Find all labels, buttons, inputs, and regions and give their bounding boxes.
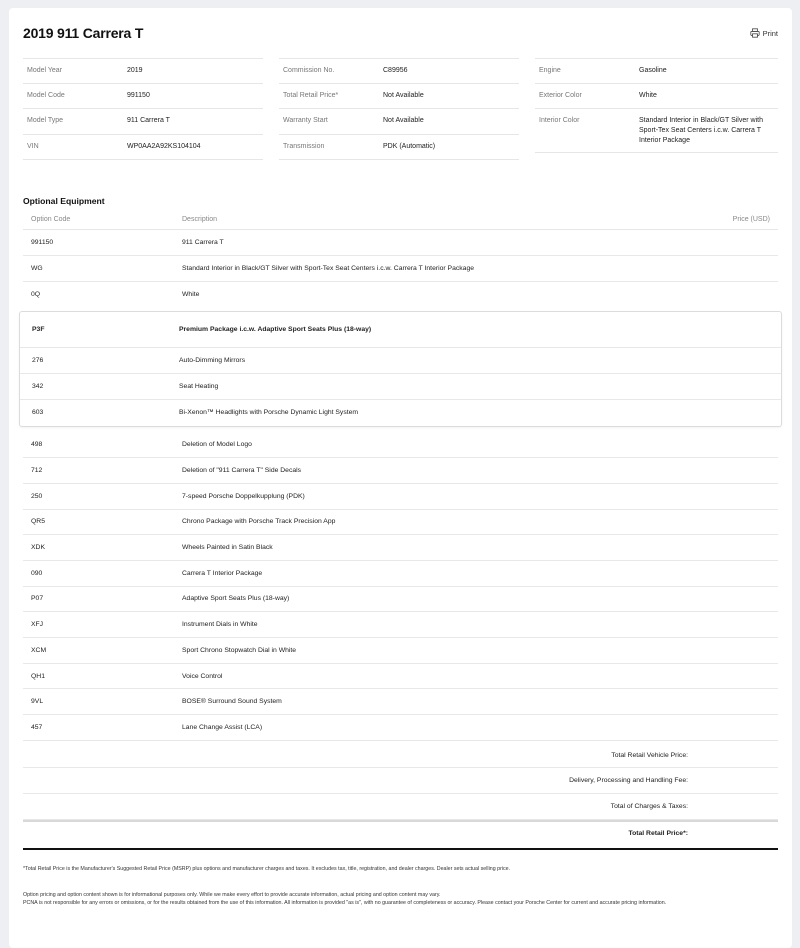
spec-value: 991150	[127, 91, 150, 99]
option-code: XDK	[31, 544, 45, 552]
option-description: Lane Change Assist (LCA)	[182, 723, 263, 731]
option-description: White	[182, 291, 200, 299]
spec-row	[535, 84, 778, 110]
spec-column-3	[535, 58, 778, 160]
print-button[interactable]	[750, 28, 778, 38]
vehicle-details-card	[9, 8, 792, 948]
table-row	[23, 433, 778, 459]
option-description: Chrono Package with Porsche Track Precision App	[182, 518, 336, 526]
option-description: Deletion of Model Logo	[182, 441, 252, 449]
table-row	[20, 400, 781, 426]
option-code: 603	[32, 409, 44, 417]
spec-table	[23, 58, 778, 160]
spec-value: Gasoline	[639, 67, 667, 74]
option-description: 7-speed Porsche Doppelkupplung (PDK)	[182, 492, 305, 500]
total-vehicle-price-label: Total Retail Vehicle Price:	[23, 743, 778, 769]
spec-row	[23, 135, 263, 161]
option-code: 342	[32, 382, 44, 390]
print-label: Print	[762, 28, 778, 38]
footnote-disclaimer: PCNA is not responsible for any errors or omissions, or for the results obtained from the use of this information. All information is provided "as is", with no guarantee of completeness or accuracy. Please contact your Porsche Center for current and accurate pricing information.	[23, 899, 667, 906]
spec-label: Exterior Color	[539, 91, 582, 99]
spec-row	[23, 109, 263, 135]
option-code: 991150	[31, 239, 54, 247]
package-header-row	[20, 312, 781, 348]
table-row	[20, 374, 781, 400]
option-code: XCM	[31, 646, 47, 654]
option-description: Deletion of "911 Carrera T" Side Decals	[182, 467, 302, 475]
option-description: Wheels Painted in Satin Black	[182, 544, 273, 552]
option-description: Instrument Dials in White	[182, 621, 258, 629]
optional-equipment-title: Optional Equipment	[23, 196, 105, 207]
spec-value: Standard Interior in Black/GT Silver with Sport-Tex Seat Centers i.c.w. Carrera T Interior Package	[639, 117, 763, 144]
divider	[23, 848, 778, 850]
spec-label: Warranty Start	[283, 117, 328, 125]
option-code: WG	[31, 264, 43, 272]
spec-value: 911 Carrera T	[127, 117, 170, 125]
column-header-code: Option Code	[31, 216, 71, 224]
option-code: 457	[31, 723, 43, 731]
equipment-table-header	[23, 206, 778, 230]
option-description: 911 Carrera T	[182, 239, 224, 247]
option-code: 250	[31, 492, 43, 500]
footnote-pricing: Option pricing and option content shown is for informational purposes only. While we make every effort to provide accurate information, actual pricing and option content may vary.	[23, 891, 441, 898]
header	[23, 8, 778, 58]
table-row	[23, 484, 778, 510]
spec-value: Not Available	[383, 117, 424, 125]
option-code: 9VL	[31, 698, 44, 706]
option-description: Sport Chrono Stopwatch Dial in White	[182, 646, 297, 654]
spec-label: Model Type	[27, 117, 64, 125]
table-row	[20, 348, 781, 374]
table-row	[23, 230, 778, 256]
spec-row	[279, 84, 519, 110]
option-description: Auto-Dimming Mirrors	[179, 357, 246, 365]
table-row	[23, 664, 778, 690]
option-code: 276	[32, 357, 44, 365]
column-header-price: Price (USD)	[732, 216, 770, 224]
table-row	[23, 689, 778, 715]
total-retail-price-label: Total Retail Price*:	[23, 820, 778, 846]
spec-label: Model Year	[27, 67, 63, 74]
option-description: Adaptive Sport Seats Plus (18-way)	[182, 595, 290, 603]
spec-label: VIN	[27, 142, 39, 150]
spec-row	[279, 58, 519, 84]
spec-value: White	[639, 91, 657, 99]
equipment-rows-before	[23, 230, 778, 307]
spec-label: Engine	[539, 67, 561, 74]
option-description: BOSE® Surround Sound System	[182, 698, 282, 706]
option-description: Standard Interior in Black/GT Silver with Sport-Tex Seat Centers i.c.w. Carrera T Interior Package	[182, 264, 475, 272]
table-row	[23, 458, 778, 484]
option-code: 712	[31, 467, 43, 475]
delivery-fee-label: Delivery, Processing and Handling Fee:	[23, 768, 778, 794]
printer-icon	[750, 28, 760, 38]
premium-package-group	[19, 311, 782, 426]
spec-label: Interior Color	[539, 117, 580, 125]
price-totals	[23, 743, 778, 846]
table-row	[23, 587, 778, 613]
spec-row	[279, 109, 519, 135]
option-description: Voice Control	[182, 672, 223, 680]
option-code: 0Q	[31, 291, 41, 299]
spec-value: PDK (Automatic)	[383, 142, 436, 150]
spec-value: Not Available	[383, 91, 424, 99]
spec-label: Commission No.	[283, 67, 335, 74]
option-code: XFJ	[31, 621, 44, 629]
table-row	[23, 638, 778, 664]
spec-label: Total Retail Price*	[283, 91, 339, 99]
table-row	[23, 535, 778, 561]
charges-taxes-label: Total of Charges & Taxes:	[23, 794, 778, 820]
table-row	[23, 715, 778, 741]
table-row	[23, 282, 778, 308]
spec-value: WP0AA2A92KS104104	[127, 142, 201, 150]
page-title: 2019 911 Carrera T	[23, 25, 144, 41]
spec-label: Transmission	[283, 142, 325, 150]
option-code: QH1	[31, 672, 45, 680]
spec-row	[23, 84, 263, 110]
equipment-rows-after	[23, 433, 778, 741]
spec-row	[23, 58, 263, 84]
spec-row	[535, 58, 778, 84]
spec-row	[279, 135, 519, 161]
option-code: P3F	[32, 326, 45, 334]
table-row	[23, 561, 778, 587]
option-description: Premium Package i.c.w. Adaptive Sport Seats Plus (18-way)	[179, 326, 372, 334]
spec-value: C89956	[383, 67, 408, 74]
option-code: QR5	[31, 518, 45, 526]
option-code: 090	[31, 569, 43, 577]
spec-column-1	[23, 58, 263, 160]
option-code: P07	[31, 595, 44, 603]
spec-value: 2019	[127, 67, 143, 74]
spec-label: Model Code	[27, 91, 65, 99]
spec-column-2	[279, 58, 519, 160]
option-description: Carrera T Interior Package	[182, 569, 263, 577]
table-row	[23, 256, 778, 282]
footnote-msrp: *Total Retail Price is the Manufacturer's Suggested Retail Price (MSRP) plus options and manufacturer charges and taxes. It excludes tax, title, registration, and dealer charges. Dealer sets actual selling price.	[23, 865, 511, 872]
option-code: 498	[31, 441, 43, 449]
table-row	[23, 510, 778, 536]
table-row	[23, 612, 778, 638]
option-description: Seat Heating	[179, 382, 219, 390]
column-header-description: Description	[182, 216, 218, 224]
spec-row	[535, 109, 778, 152]
option-description: Bi-Xenon™ Headlights with Porsche Dynamic Light System	[179, 409, 359, 417]
